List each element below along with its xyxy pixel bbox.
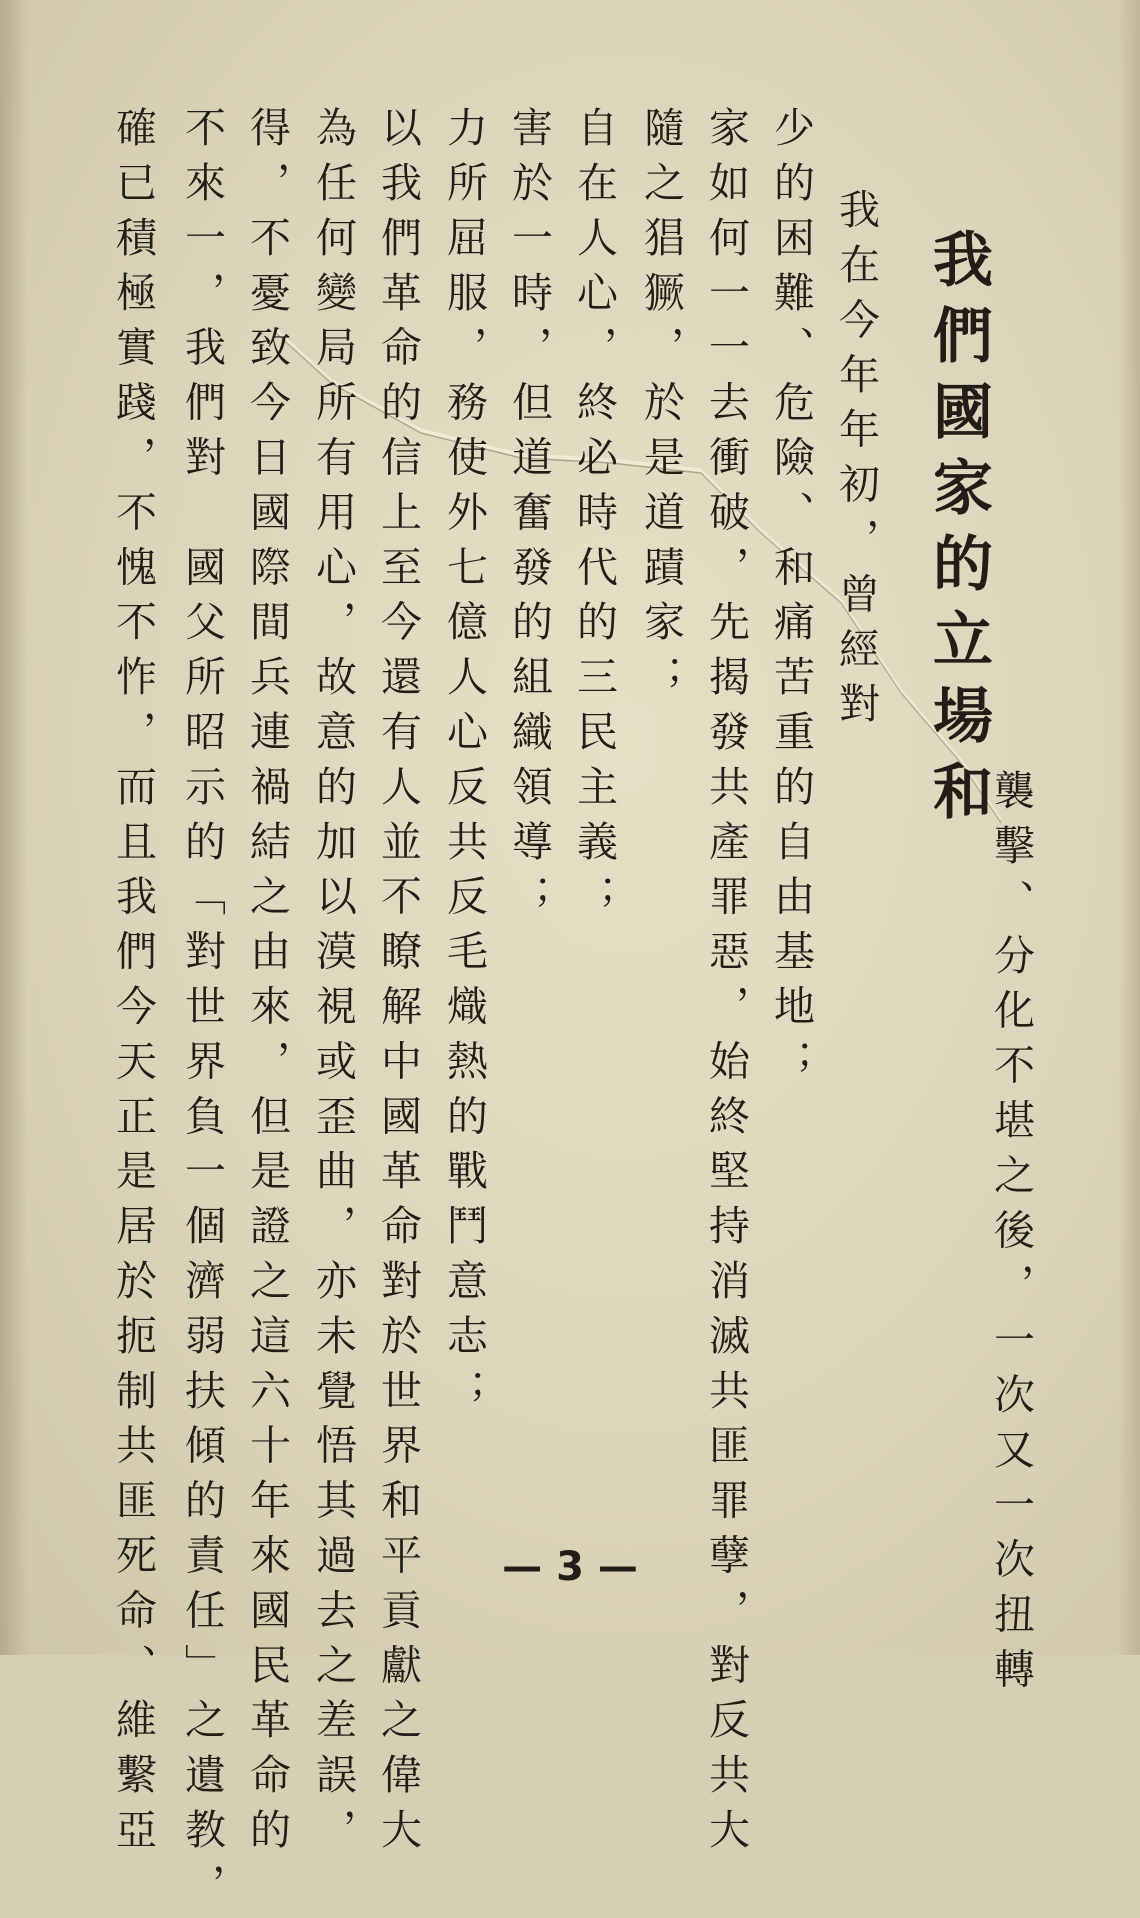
text-line-11: 不來一，我們對 國父所昭示的「對世界負一個濟弱扶傾的責任」之遺教，: [178, 106, 226, 1918]
text-line-9: 為任何變局所有用心，故意的加以漠視或歪曲，亦未覺悟其過去之差誤，: [309, 106, 357, 1863]
text-line-8: 以我們革命的信上至今還有人並不瞭解中國革命對於世界和平貢獻之偉大: [374, 106, 422, 1863]
page-number: — 3 —: [502, 1544, 638, 1590]
text-line-2: 少的困難、危險、和痛苦重的自由基地；: [767, 106, 815, 1095]
text-line-6: 害於一時，但道奮發的組織領導；: [505, 106, 553, 930]
title-continuation: 襲擊、分化不堪之後，一次又一次扭轉: [987, 769, 1035, 1703]
text-line-5: 自在人心，終必時代的三民主義；: [570, 106, 618, 930]
text-line-12: 確已積極實踐，不愧不怍，而且我們今天正是居於扼制共匪死命、維繫亞: [109, 106, 157, 1863]
text-line-3: 家如何一一去衝破，先揭發共產罪惡，始終堅持消滅共匪罪孽，對反共大: [702, 106, 750, 1863]
text-line-10: 得，不憂致今日國際間兵連禍結之由來，但是證之這六十年來國民革命的: [243, 106, 291, 1863]
section-title: 我們國家的立場和: [923, 228, 993, 836]
text-line-4: 隨之猖獗，於是道蹟家；: [637, 106, 685, 710]
text-line-1: 我在今年年初，曾經對: [832, 188, 880, 737]
text-line-7: 力所屈服，務使外七億人心反共反毛熾熱的戰鬥意志；: [440, 106, 488, 1424]
